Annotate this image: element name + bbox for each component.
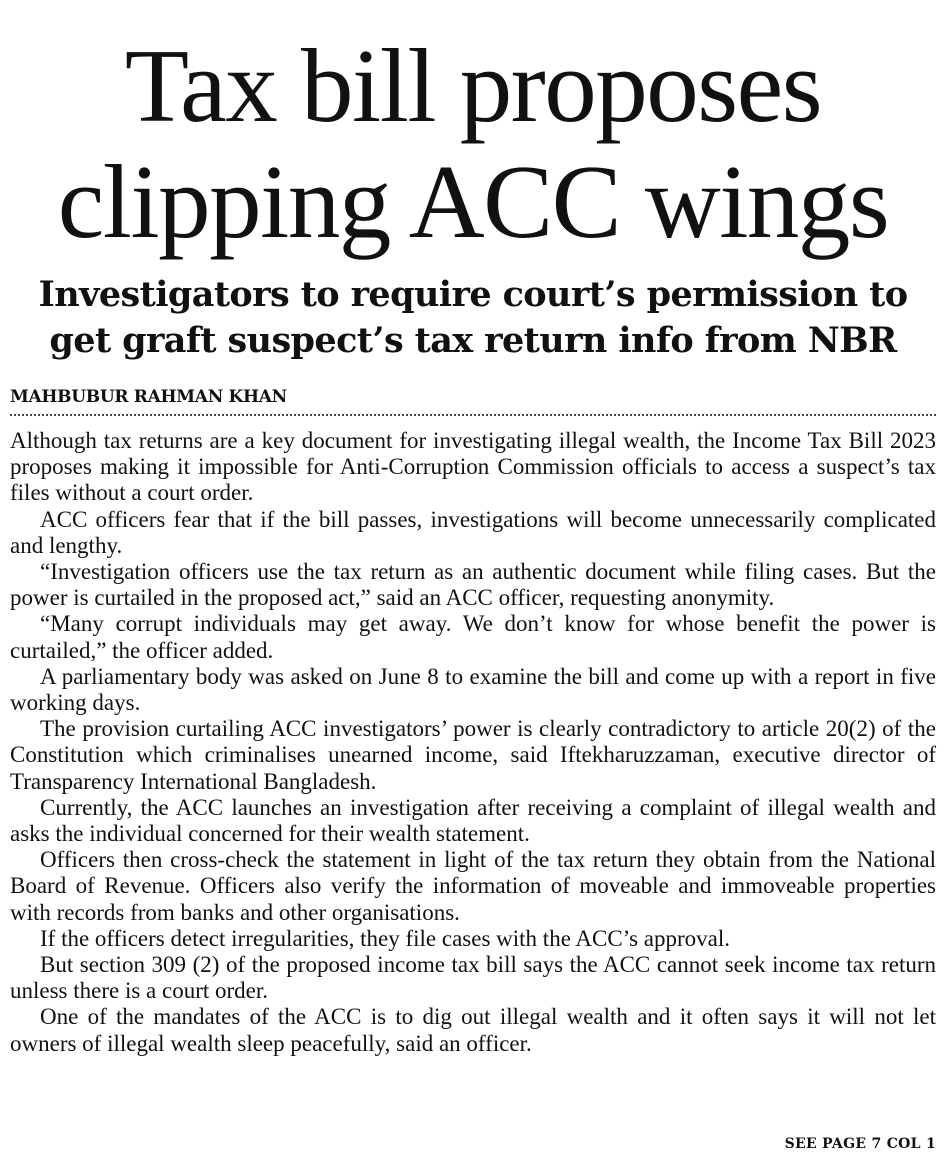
article [10,0,936,1175]
dotted-divider [10,414,936,416]
paragraph: But section 309 (2) of the proposed income tax bill says the ACC cannot seek income tax return unless there is a court order. [10,952,936,1004]
byline: MAHBUBUR RAHMAN KHAN [10,387,287,407]
paragraph: A parliamentary body was asked on June 8 to examine the bill and come up with a report in five working days. [10,663,936,716]
paragraph: One of the mandates of the ACC is to dig out illegal wealth and it often says it will not let owners of illegal wealth sleep peacefully, said an officer. [10,1004,936,1056]
article-body [10,428,936,1057]
paragraph: ACC officers fear that if the bill passes, investigations will become unnecessarily complicated and lengthy. [10,506,936,558]
subheadline [10,272,936,364]
headline [10,0,936,260]
paragraph: Although tax returns are a key document for investigating illegal wealth, the Income Tax Bill 2023 proposes making it impossible for Anti-Corruption Commission officials to access a suspect’s tax files without a court order. [10,428,936,506]
subheadline-line-2: get graft suspect’s tax return info from NBR [49,320,897,361]
continuation-note: SEE PAGE 7 COL 1 [784,1136,936,1152]
paragraph: If the officers detect irregularities, they file cases with the ACC’s approval. [40,925,730,951]
headline-line-1: Tax bill proposes [124,27,822,144]
paragraph: “Many corrupt individuals may get away. We don’t know for whose benefit the power is curtailed,” the officer added. [10,611,936,663]
paragraph: “Investigation officers use the tax return as an authentic document while filing cases. But the power is curtailed in the proposed act,” said an ACC officer, requesting anonymity. [10,559,936,611]
paragraph: The provision curtailing ACC investigators’ power is clearly contradictory to article 20(2) of the Constitution which criminalises unearned income, said Iftekharuzzaman, executive director of Transparency International Bangladesh. [10,716,936,794]
paragraph: Officers then cross-check the statement in light of the tax return they obtain from the National Board of Revenue. Officers also verify the information of moveable and immoveable properties with records from banks and other organisations. [10,847,936,925]
subheadline-line-1: Investigators to require court’s permission to [38,274,908,315]
headline-line-2: clipping ACC wings [57,143,889,260]
paragraph: Currently, the ACC launches an investigation after receiving a complaint of illegal wealth and asks the individual concerned for their wealth statement. [10,794,936,847]
